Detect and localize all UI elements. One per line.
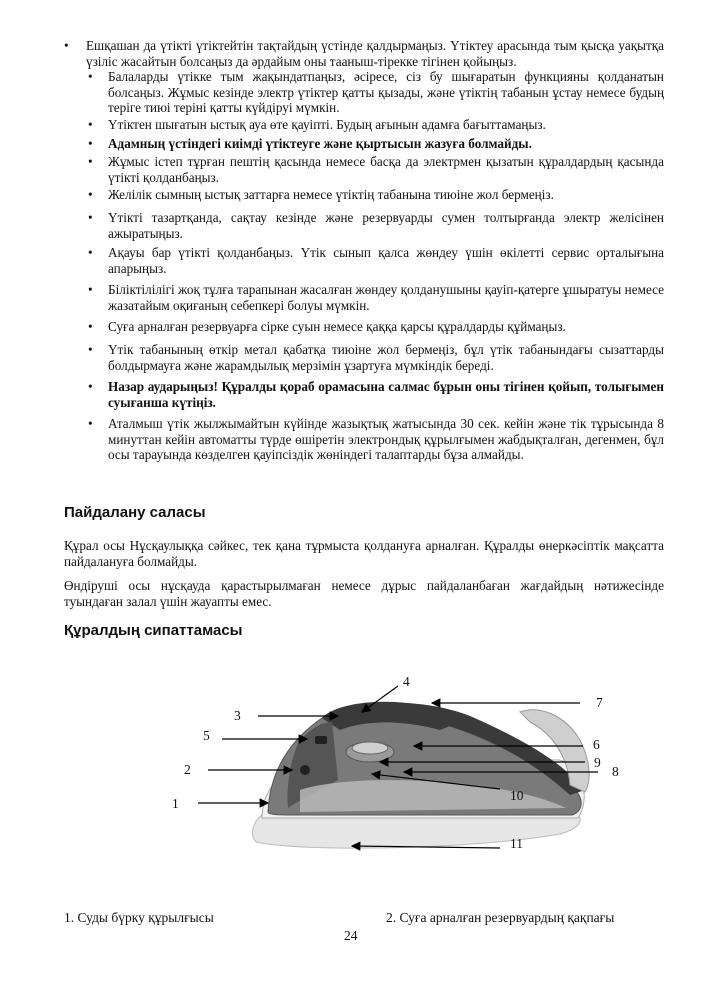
bullet-icon: • bbox=[88, 379, 93, 394]
section-paragraph: Өндіруші осы нұсқауда қарастырылмаған немесе дұрыс пайдаланбаған жағдайдың нәтижесінде туындаған залал үшін жауапты емес. bbox=[64, 578, 664, 609]
bullet-icon: • bbox=[88, 245, 93, 260]
page-number: 24 bbox=[344, 928, 358, 943]
bullet-icon: • bbox=[88, 117, 93, 132]
spray-button-shape bbox=[300, 765, 310, 775]
sub-bullet-text: Адамның үстіндегі киімді үтіктеуге және қыртысын жазуға болмайды. bbox=[108, 136, 532, 151]
sub-bullet-text: Аталмыш үтік жылжымайтын күйінде жазықтық жатысында 30 сек. кейін және тік тұрысында 8 минуттан кейін автоматты түрде өшіретін электрондық құрылғымен жабдықталған, дегенмен, бұл осы тарауында көзделген қауіпсіздік жөніндегі талаптарды бұза алмайды. bbox=[108, 416, 664, 463]
diagram-label-10: 10 bbox=[510, 788, 524, 803]
diagram-label-9: 9 bbox=[594, 755, 601, 770]
diagram-label-4: 4 bbox=[403, 674, 410, 689]
sub-bullet-text: Суға арналған резервуарға сірке суын немесе қаққа қарсы құралдарды құймаңыз. bbox=[108, 319, 566, 334]
bullet-icon: • bbox=[88, 69, 93, 84]
sub-bullet-text: Біліктілілігі жоқ тұлға тарапынан жасалған жөндеу қолданушыны қауіп-қатерге ұшыратуы немесе жазатайым оқиғаның себепкері болуы мүмкін. bbox=[108, 282, 664, 313]
sub-bullet-text: Үтікті тазартқанда, сақтау кезінде және резервуарды сумен толтырғанда электр желісінен ажыратыңыз. bbox=[108, 210, 664, 241]
bullet-icon: • bbox=[88, 319, 93, 334]
section-title: Пайдалану саласы bbox=[64, 504, 206, 521]
bullet-icon: • bbox=[88, 282, 93, 297]
diagram-label-6: 6 bbox=[593, 737, 600, 752]
bullet-icon: • bbox=[88, 210, 93, 225]
sub-bullet-text: Ақауы бар үтікті қолданбаңыз. Үтік сынып қалса жөндеу үшін өкілетті сервис орталығына апарыңыз. bbox=[108, 245, 664, 276]
bullet-icon: • bbox=[88, 136, 93, 151]
soleplate bbox=[253, 815, 581, 848]
diagram-label-3: 3 bbox=[234, 708, 241, 723]
diagram-label-11: 11 bbox=[510, 836, 523, 851]
bullet-icon: • bbox=[88, 187, 93, 202]
sub-bullet-text: Назар аударыңыз! Құралды қораб орамасына салмас бұрын оны тігінен қойып, толығымен суығанша күтіңіз. bbox=[108, 379, 664, 410]
diagram-label-8: 8 bbox=[612, 764, 619, 779]
section-paragraph: Құрал осы Нұсқаулыққа сәйкес, тек қана тұрмыста қолдануға арналған. Құралды өнеркәсіптік мақсатта пайдалануға болмайды. bbox=[64, 538, 664, 569]
bullet-icon: • bbox=[88, 154, 93, 169]
diagram-label-7: 7 bbox=[596, 695, 603, 710]
legend-item-1: 1. Суды бүрку құрылғысы bbox=[64, 910, 214, 925]
legend-item-2: 2. Суға арналған резервуардың қақпағы bbox=[386, 910, 615, 925]
bullet-icon: • bbox=[64, 38, 69, 53]
bullet-icon: • bbox=[88, 342, 93, 357]
diagram-label-2: 2 bbox=[184, 762, 191, 777]
sub-bullet-text: Үтіктен шығатын ыстық ауа өте қауіпті. Будың ағынын адамға бағыттамаңыз. bbox=[108, 117, 546, 132]
sub-bullet-text: Жұмыс істеп тұрған пештің қасында немесе басқа да электрмен қызатын құралдардың қасында үтікті қолданбаңыз. bbox=[108, 154, 664, 185]
diagram-label-1: 1 bbox=[172, 796, 179, 811]
steam-button-shape bbox=[315, 736, 327, 744]
bullet-icon: • bbox=[88, 416, 93, 431]
sub-bullet-text: Желілік сымның ыстық заттарға немесе үтіктің табанына тиюіне жол бермеңіз. bbox=[108, 187, 554, 202]
section-title: Құралдың сипаттамасы bbox=[64, 622, 243, 639]
dial-cap bbox=[352, 742, 388, 754]
diagram-label-5: 5 bbox=[203, 728, 210, 743]
sub-bullet-text: Үтік табанының өткір метал қабатқа тиюіне жол бермеңіз, бұл үтік табанындағы сызаттарды болдырмауға және жарамдылық мерзімін ұзартуға мүмкіндік береді. bbox=[108, 342, 664, 373]
sub-bullet-text: Балаларды үтікке тым жақындатпаңыз, әсіресе, сіз бу шығаратын функцияны қолданатын болсаңыз. Жұмыс кезінде электр үтіктер қатты қызады, және үтіктің табанын ұстау немесе будың теріге тиюі теріні қатты күйдіруі мүмкін. bbox=[108, 69, 664, 116]
intro-bullet-text: Ешқашан да үтікті үтіктейтін тақтайдың үстінде қалдырмаңыз. Үтіктеу арасында тым қысқа уақытқа үзіліс жасайтын болсаңыз да әрдайым оны тааныш-тірекке тігінен қойыңыз. bbox=[86, 38, 664, 69]
